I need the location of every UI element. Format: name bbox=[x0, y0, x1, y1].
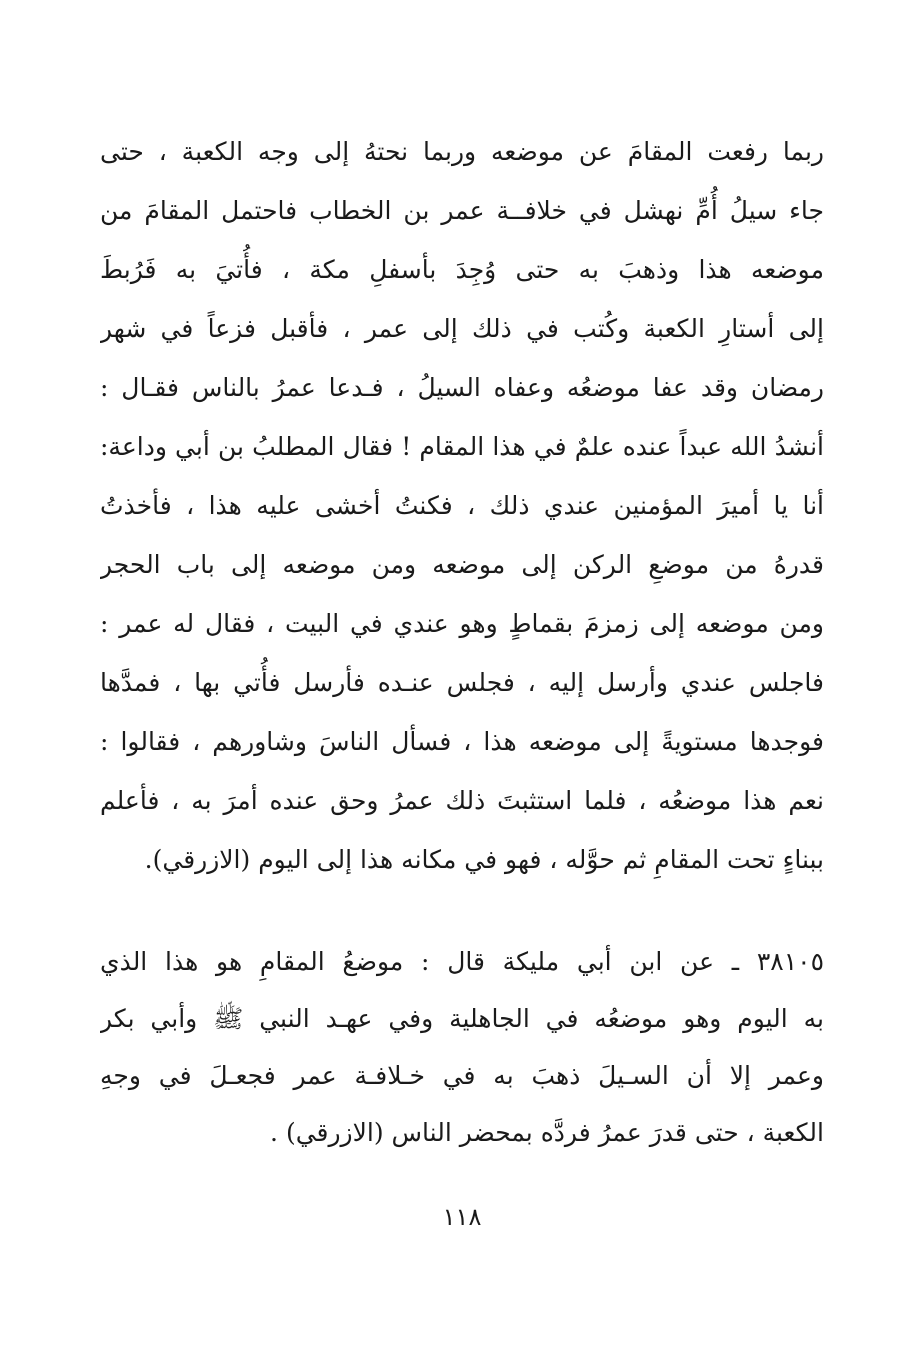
text-line: ومن موضعه إلى زمزمَ بقماطٍ وهو عندي في البيت ، فقال له عمر : bbox=[100, 609, 824, 638]
text-line: ٣٨١٠٥ ـ عن ابن أبي مليكة قال : موضعُ المقامِ هو هذا الذي bbox=[100, 947, 824, 976]
text-line: وعمر إلا أن السـيلَ ذهبَ به في خـلافـة عمر فجعـلَ في وجهِ bbox=[100, 1061, 824, 1090]
text-line: أنشدُ الله عبداً عنده علمٌ في هذا المقام ! فقال المطلبُ بن أبي وداعة: bbox=[100, 432, 824, 461]
paragraph-main bbox=[100, 122, 824, 889]
text-line: ببناءٍ تحت المقامِ ثم حوَّله ، فهو في مكانه هذا إلى اليوم (الازرقي). bbox=[144, 845, 824, 874]
text-line: ربما رفعت المقامَ عن موضعه وربما نحتهُ إلى وجه الكعبة ، حتى bbox=[100, 137, 824, 166]
text-line: قدرهُ من موضعِ الركن إلى موضعه ومن موضعه إلى باب الحجر bbox=[100, 550, 824, 579]
text-line: نعم هذا موضعُه ، فلما استثبتَ ذلك عمرُ وحق عنده أمرَ به ، فأعلم bbox=[100, 786, 824, 815]
text-line: فاجلس عندي وأرسل إليه ، فجلس عنـده فأرسل فأُتي بها ، فمدَّها bbox=[100, 668, 824, 697]
page-number: ١١٨ bbox=[442, 1203, 482, 1231]
text-line: جاء سيلُ أُمِّ نهشل في خلافــة عمر بن الخطاب فاحتمل المقامَ من bbox=[100, 196, 824, 225]
text-line: إلى أستارِ الكعبة وكُتب في ذلك إلى عمر ، فأقبل فزعاً في شهر bbox=[100, 314, 824, 343]
text-line: رمضان وقد عفا موضعُه وعفاه السيلُ ، فـدعا عمرُ بالناس فقـال : bbox=[100, 373, 824, 402]
text-line: فوجدها مستويةً إلى موضعه هذا ، فسأل الناسَ وشاورهم ، فقالوا : bbox=[100, 727, 824, 756]
text-line: موضعه هذا وذهبَ به حتى وُجِدَ بأسفلِ مكة ، فأُتيَ به فَرُبطَ bbox=[100, 255, 824, 284]
text-line: الكعبة ، حتى قدرَ عمرُ فردَّه بمحضر الناس (الازرقي) . bbox=[270, 1118, 824, 1147]
paragraph-hadith-38105 bbox=[100, 933, 824, 1161]
text-line: أنا يا أميرَ المؤمنين عندي ذلك ، فكنتُ أخشى عليه هذا ، فأخذتُ bbox=[100, 491, 824, 520]
text-line: به اليوم وهو موضعُه في الجاهلية وفي عهـد النبي ﷺ وأبي بكر bbox=[100, 1004, 824, 1033]
